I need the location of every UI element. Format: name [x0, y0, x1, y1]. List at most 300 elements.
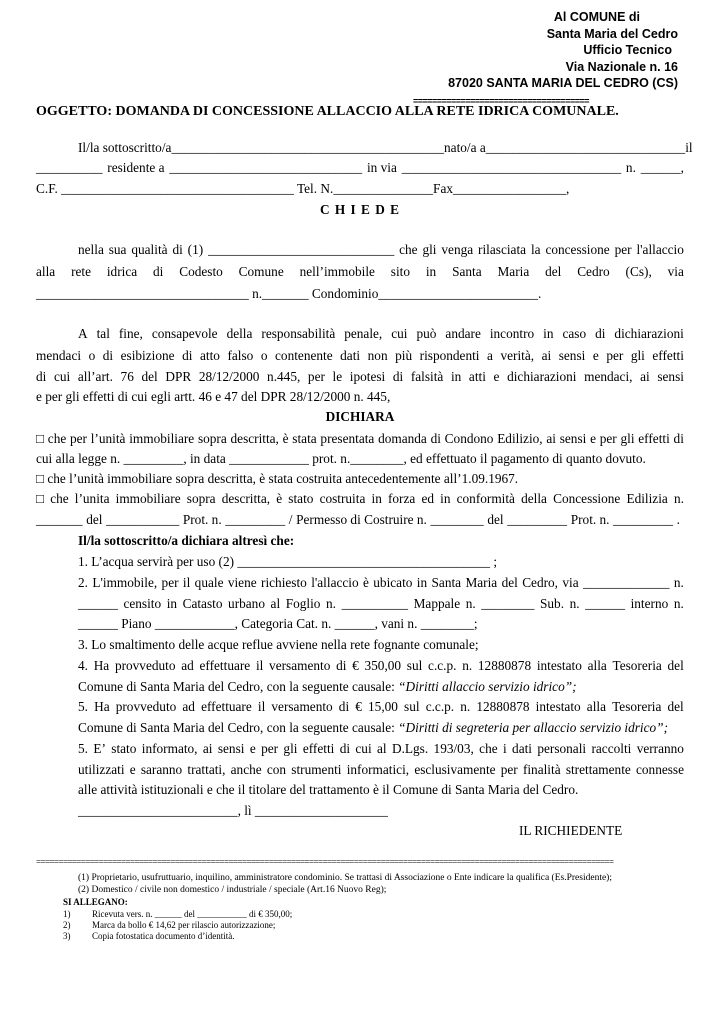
w: via	[667, 264, 684, 279]
w: che	[50, 491, 69, 506]
item-6-line-2	[78, 762, 684, 778]
w: c.c.p.	[425, 699, 455, 714]
w: Codesto	[179, 264, 223, 279]
w: n.	[569, 596, 580, 611]
w: _____________	[583, 575, 670, 590]
w: rete	[71, 264, 91, 279]
w: □	[36, 491, 45, 506]
allegati-heading: SI ALLEGANO:	[63, 897, 128, 907]
w: saranno	[140, 762, 183, 777]
w: il	[255, 658, 264, 673]
w: n.	[462, 658, 473, 673]
subject-title: OGGETTO: DOMANDA DI CONCESSIONE ALLACCIO ALLA RETE IDRICA COMUNALE.	[36, 104, 619, 119]
w: del	[487, 512, 504, 527]
w: Ha	[94, 699, 110, 714]
w: qualità	[131, 242, 168, 257]
w: ____________________________	[208, 242, 395, 257]
w: mendaci,	[584, 369, 633, 384]
atal-line-4: e per gli effetti di cui egli artt. 46 e 47 del DPR 28/12/2000 n. 445,	[36, 389, 391, 404]
applicant-line-1	[78, 140, 693, 156]
w: idrica	[106, 264, 138, 279]
w: ubicato	[373, 575, 413, 590]
w: Cedro	[577, 264, 610, 279]
w: sul	[406, 658, 423, 673]
w: in via	[366, 160, 397, 175]
w: descritta,	[230, 431, 279, 446]
allegato-text: Copia fotostatica documento d’identità.	[92, 931, 235, 941]
w: del	[86, 512, 103, 527]
w: falsità	[410, 369, 444, 384]
w: 2.	[78, 575, 88, 590]
w: consapevole	[151, 326, 218, 341]
address-separator: =====================================	[413, 96, 589, 106]
w: sul	[404, 699, 420, 714]
w: le	[332, 369, 343, 384]
w: concessione	[545, 242, 610, 257]
footnote-separator: =================================================================================================================================	[36, 857, 614, 867]
w: via	[562, 575, 579, 590]
w: atto	[199, 348, 220, 363]
w: ad	[181, 658, 194, 673]
w: strettamente	[565, 762, 631, 777]
w: l’unita	[74, 491, 110, 506]
w: in	[425, 264, 437, 279]
w: della	[521, 491, 547, 506]
w: (1)	[187, 242, 204, 257]
w: gli	[620, 431, 635, 446]
w: _________________________________	[401, 160, 622, 175]
w: mendaci	[36, 348, 82, 363]
w: il	[685, 140, 693, 155]
applicant-line-2	[36, 160, 684, 176]
dichiara-option-1b: cui alla legge n. _________, in data ____________ prot. n.________, ed effettuato il pagamento di quanto dovuto.	[36, 451, 646, 466]
w: di	[153, 264, 164, 279]
recipient-line: Al COMUNE di	[553, 10, 640, 24]
chiede-line-1	[78, 242, 684, 258]
allegato-number: 3)	[63, 931, 71, 941]
w: forza	[387, 491, 416, 506]
w: del	[545, 264, 562, 279]
w: strumenti	[291, 762, 342, 777]
w: sopra	[186, 491, 216, 506]
w: il	[182, 575, 191, 590]
w: cui	[391, 326, 408, 341]
w: stata	[292, 431, 317, 446]
w: ad	[182, 699, 195, 714]
w: Prot. n.	[182, 512, 222, 527]
w: alla	[586, 699, 606, 714]
w: alla	[36, 264, 56, 279]
w: domanda	[378, 431, 427, 446]
w: dichiarazioni	[614, 326, 684, 341]
allegato-number: 1)	[63, 909, 71, 919]
w: immobiliare	[129, 431, 195, 446]
w: sensi	[559, 431, 587, 446]
w: che	[399, 242, 418, 257]
footnote-2: (2) Domestico / civile non domestico / industriale / speciale (Art.16 Nuovo Reg);	[78, 885, 387, 895]
w: trattati,	[187, 762, 226, 777]
w: □	[36, 431, 45, 446]
w: incontro	[489, 326, 535, 341]
w: caso	[562, 326, 587, 341]
w: costruita	[319, 491, 366, 506]
w: la	[530, 242, 541, 257]
w: falso	[227, 348, 254, 363]
w: ipotesi	[349, 369, 386, 384]
w: all’art.	[77, 369, 113, 384]
item-4-line-2	[78, 679, 684, 695]
w: ______	[585, 596, 626, 611]
w: DPR	[165, 369, 192, 384]
w: che	[479, 741, 498, 756]
chiede-heading: C H I E D E	[319, 202, 401, 217]
w: n.	[673, 491, 684, 506]
w: andare	[445, 326, 481, 341]
w: per	[307, 369, 325, 384]
w: Cedro,	[522, 575, 559, 590]
w: utilizzati	[78, 762, 125, 777]
w: con	[266, 762, 287, 777]
w: Foglio	[285, 596, 321, 611]
w: 12880878	[477, 658, 532, 673]
w: censito	[123, 596, 162, 611]
w: è	[363, 575, 369, 590]
w: Maria	[465, 575, 498, 590]
w: richiesto	[261, 575, 307, 590]
dichiara-heading: DICHIARA	[325, 409, 395, 424]
w: può	[416, 326, 437, 341]
w: per	[606, 348, 624, 363]
item-4-line-1	[78, 658, 684, 674]
item-6-line-1	[78, 741, 684, 757]
w: n.	[673, 575, 684, 590]
date-place-line: ________________________, lì ____________________	[78, 803, 388, 818]
w: Edilizio,	[497, 431, 543, 446]
w: ed	[421, 491, 434, 506]
w: Mappale	[413, 596, 461, 611]
w: di	[36, 369, 47, 384]
w: di	[182, 348, 193, 363]
w: Condono	[444, 431, 494, 446]
recipient-address	[378, 9, 678, 92]
w: €	[355, 699, 362, 714]
w: __________	[36, 160, 103, 175]
w: l’unità	[90, 431, 126, 446]
w: Ha	[93, 658, 110, 673]
chiede-line-3: ________________________________ n._______ Condominio________________________.	[36, 286, 542, 301]
item-1: 1. L’acqua servirà per uso (2) ______________________________________ ;	[78, 554, 498, 569]
w: descritta,	[221, 491, 271, 506]
allegato-text: Ricevuta vers. n. ______ del ___________ di € 350,00;	[92, 909, 293, 919]
altresi-heading: Il/la sottoscritto/a dichiara altresì che:	[78, 533, 295, 548]
w: finalità	[522, 762, 561, 777]
w: __________	[341, 596, 409, 611]
w: verranno	[636, 741, 684, 756]
w: Permesso di Costruire n.	[296, 512, 427, 527]
w: 350,00	[364, 658, 402, 673]
w: in	[416, 575, 428, 590]
w: del	[667, 658, 684, 673]
w: effetti	[652, 348, 684, 363]
w: ______________________________	[485, 140, 686, 155]
w: n.445,	[267, 369, 301, 384]
w: e	[129, 762, 136, 777]
w: ______,	[640, 160, 684, 175]
w: intestato	[536, 658, 582, 673]
w: in	[543, 326, 554, 341]
w: n.	[465, 596, 476, 611]
atal-line-2	[36, 348, 684, 364]
causale-prefix: Comune di Santa Maria del Cedro, con la seguente causale:	[78, 720, 399, 735]
causale-text: “Diritti di segreteria per allaccio servizio idrico”;	[398, 720, 668, 735]
w: _________________________________________	[171, 140, 445, 155]
w: effetti	[638, 431, 670, 446]
w: nella	[78, 242, 104, 257]
w: per	[614, 242, 632, 257]
w: ______	[78, 596, 118, 611]
w: Il/la sottoscritto/a	[78, 140, 172, 155]
atal-line-3	[36, 369, 684, 385]
w: in	[371, 491, 382, 506]
w: _____________________________	[169, 160, 363, 175]
w: ai	[202, 741, 213, 756]
recipient-line: 87020 SANTA MARIA DEL CEDRO (CS)	[448, 76, 678, 90]
w: _________	[507, 512, 568, 527]
w: ai	[546, 431, 556, 446]
w: L'immobile,	[92, 575, 158, 590]
item-5-line-1	[78, 699, 684, 715]
w: sensi	[657, 369, 684, 384]
w: Edilizia	[626, 491, 668, 506]
w: intestato	[535, 699, 581, 714]
w: nell’immobile	[299, 264, 375, 279]
w: conformità	[456, 491, 515, 506]
w: contenente	[275, 348, 333, 363]
w: i	[502, 741, 507, 756]
w: dichiarazioni	[507, 369, 577, 384]
w: di	[673, 431, 684, 446]
w: connesse	[636, 762, 684, 777]
chiede-line-2	[36, 264, 684, 280]
w: il	[257, 699, 266, 714]
w: fine,	[118, 326, 143, 341]
w: al	[377, 741, 387, 756]
item-3: 3. Lo smaltimento delle acque reflue avviene nella rete fognante comunale;	[78, 637, 479, 652]
w: n.	[625, 160, 636, 175]
w: versamento	[271, 699, 333, 714]
w: o	[260, 348, 268, 363]
recipient-line: Ufficio Tecnico	[583, 43, 672, 57]
w: più	[395, 348, 413, 363]
w: 76	[120, 369, 134, 384]
w: a	[487, 348, 493, 363]
dichiara-option-3b	[36, 512, 680, 528]
w: n.	[326, 596, 336, 611]
w: l'allaccio	[311, 575, 359, 590]
w: in	[166, 596, 178, 611]
w: ai	[541, 348, 552, 363]
item-2-line-3: ______ Piano ____________, Categoria Cat. n. ______, vani n. ________;	[78, 616, 478, 631]
w: che	[47, 431, 67, 446]
w: stato	[111, 741, 137, 756]
w: anche	[230, 762, 262, 777]
w: Comune	[238, 264, 284, 279]
causale-text: “Diritti allaccio servizio idrico”;	[398, 679, 577, 694]
w: €	[352, 658, 359, 673]
w: per	[70, 431, 87, 446]
w: personali	[537, 741, 587, 756]
w: cui	[355, 741, 372, 756]
w: l'allaccio	[636, 242, 684, 257]
w: residente a	[107, 160, 165, 175]
w: informato,	[141, 741, 198, 756]
w: esclusivamente	[414, 762, 496, 777]
w: non	[367, 348, 388, 363]
w: verità,	[500, 348, 535, 363]
w: per	[261, 741, 279, 756]
w: _________	[613, 512, 673, 527]
w: 193/03,	[433, 741, 474, 756]
w: informatici,	[346, 762, 410, 777]
w: gli	[422, 242, 437, 257]
w: è	[282, 431, 289, 446]
w: e	[592, 348, 599, 363]
w: effettuare	[201, 699, 252, 714]
w: sensi	[217, 741, 245, 756]
w: (Cs),	[625, 264, 652, 279]
w: venga	[441, 242, 474, 257]
allegato-number: 2)	[63, 920, 71, 930]
applicant-line-3: C.F. ___________________________________ Tel. N._______________Fax_________________,	[36, 181, 570, 196]
item-6-line-3: alle attività istituzionali e che il titolare del trattamento è il Comune di Santa Maria del Cedro.	[78, 782, 579, 797]
w: 28/12/2000	[198, 369, 260, 384]
w: cui	[53, 369, 71, 384]
w: sua	[108, 242, 127, 257]
w: viene	[227, 575, 257, 590]
dichiara-option-3a	[36, 491, 684, 507]
w: di	[336, 658, 347, 673]
w: 5.	[78, 699, 88, 714]
item-2-line-2	[78, 596, 684, 612]
w: Tesoreria	[612, 658, 662, 673]
w: Catasto	[182, 596, 223, 611]
w: in	[450, 369, 462, 384]
w: di	[172, 242, 183, 257]
w: 4.	[78, 658, 88, 673]
w: del	[667, 699, 684, 714]
w: o	[88, 348, 96, 363]
w: in	[440, 491, 451, 506]
w: ________	[481, 596, 535, 611]
w: raccolti	[591, 741, 632, 756]
dichiara-option-1a	[36, 431, 684, 447]
w: presentata	[320, 431, 375, 446]
w: interno	[630, 596, 669, 611]
w: dati	[340, 348, 361, 363]
w: atti	[468, 369, 486, 384]
w: provveduto	[114, 658, 176, 673]
w: ai	[640, 369, 650, 384]
w: rispondenti	[419, 348, 480, 363]
w: e	[590, 431, 596, 446]
w: per	[500, 762, 518, 777]
w: di	[595, 326, 606, 341]
w: E’	[93, 741, 106, 756]
allegato-text: Marca da bollo € 14,62 per rilascio autorizzazione;	[92, 920, 276, 930]
footnote-1: (1) Proprietario, usufruttuario, inquilino, amministratore condominio. Se trattasi di Associazione o Ente indicare la qualifica (Es.Presidente);	[78, 873, 612, 883]
dichiara-option-2: □ che l’unità immobiliare sopra descritta, è stata costruita antecedentemente all’1.09.1967.	[36, 471, 519, 486]
w: dati	[512, 741, 532, 756]
w: per	[161, 575, 179, 590]
atal-line-1	[78, 326, 684, 342]
w: .	[676, 512, 680, 527]
recipient-line: Santa Maria del Cedro	[546, 26, 678, 41]
w: stato	[288, 491, 314, 506]
w: D.Lgs.	[391, 741, 429, 756]
w: n.	[673, 596, 684, 611]
w: del	[501, 575, 518, 590]
w: penale,	[344, 326, 383, 341]
w: è	[276, 491, 283, 506]
w: _________	[225, 512, 286, 527]
w: c.c.p.	[428, 658, 457, 673]
w: 12880878	[476, 699, 530, 714]
w: 5.	[78, 741, 88, 756]
w: /	[288, 512, 293, 527]
causale-prefix: Comune di Santa Maria del Cedro, con la seguente causale:	[78, 679, 399, 694]
w: Santa	[452, 264, 482, 279]
w: tal	[96, 326, 110, 341]
w: al	[270, 596, 281, 611]
w: esibizione	[120, 348, 175, 363]
w: Concessione	[553, 491, 621, 506]
w: rilasciata	[478, 242, 527, 257]
w: 15,00	[368, 699, 398, 714]
w: _______	[36, 512, 83, 527]
w: di	[339, 741, 351, 756]
w: sensi	[558, 348, 586, 363]
recipient-line: Via Nazionale n. 16	[565, 59, 678, 74]
w: A	[78, 326, 88, 341]
item-2-line-1	[78, 575, 684, 591]
w: sopra	[197, 431, 227, 446]
w: di	[102, 348, 114, 363]
w: effetti	[302, 741, 335, 756]
w: e	[249, 741, 256, 756]
w: Tesoreria	[612, 699, 662, 714]
item-5-line-2	[78, 720, 684, 736]
w: effettuare	[199, 658, 251, 673]
w: gli	[630, 348, 645, 363]
w: Maria	[497, 264, 530, 279]
w: di	[430, 431, 441, 446]
w: Sub.	[540, 596, 565, 611]
w: sito	[390, 264, 410, 279]
w: Santa	[431, 575, 462, 590]
w: responsabilità	[261, 326, 336, 341]
w: versamento	[269, 658, 331, 673]
w: ________	[430, 512, 484, 527]
w: provveduto	[115, 699, 177, 714]
w: ___________	[106, 512, 180, 527]
w: nato/a a	[444, 140, 486, 155]
w: della	[226, 326, 253, 341]
w: Prot. n.	[570, 512, 610, 527]
w: di	[392, 369, 404, 384]
w: e	[493, 369, 500, 384]
w: n.	[460, 699, 471, 714]
w: urbano	[228, 596, 265, 611]
